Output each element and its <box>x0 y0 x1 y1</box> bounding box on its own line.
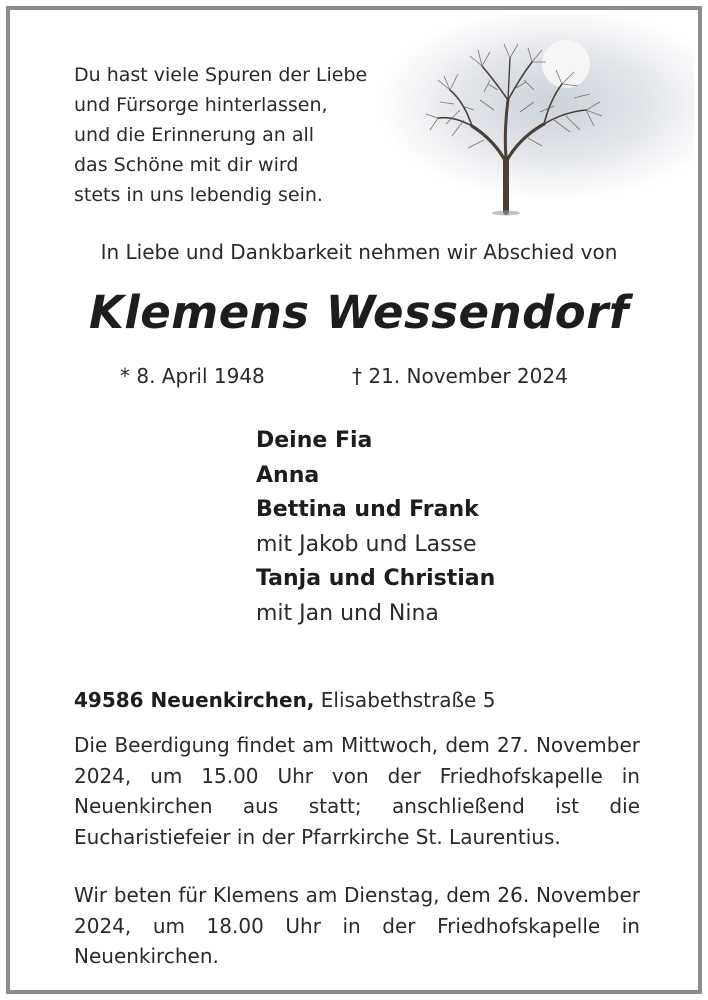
poem <box>74 60 367 210</box>
poem-line: das Schöne mit dir wird <box>74 154 299 176</box>
winter-tree-icon <box>424 40 624 220</box>
family-member: Deine Fia <box>256 428 373 453</box>
intro-text: In Liebe und Dankbarkeit nehmen wir Abschied von <box>100 240 618 264</box>
address-street: Elisabethstraße 5 <box>320 688 496 712</box>
poem-line: stets in uns lebendig sein. <box>74 184 323 206</box>
family-member: mit Jan und Nina <box>256 600 439 626</box>
poem-line: und die Erinnerung an all <box>74 124 315 146</box>
deceased-name: Klemens Wessendorf <box>88 286 629 339</box>
family-member: mit Jakob und Lasse <box>256 531 477 557</box>
birth-date: * 8. April 1948 <box>120 364 265 388</box>
funeral-notice: Die Beerdigung findet am Mittwoch, dem 27. November 2024, um 15.00 Uhr von der Friedhofskapelle in Neuenkirchen aus statt; anschließend ist die Eucharistiefeier in der Pfarrkirche St. Laurentius. <box>74 733 640 849</box>
family-list <box>256 424 495 631</box>
family-member: Anna <box>256 462 320 488</box>
death-date: † 21. November 2024 <box>352 364 568 388</box>
family-member: Bettina und Frank <box>256 497 479 522</box>
prayer-notice: Wir beten für Klemens am Dienstag, dem 26. November 2024, um 18.00 Uhr in der Friedhofskapelle in Neuenkirchen. <box>74 883 640 968</box>
family-member: Tanja und Christian <box>256 566 496 591</box>
poem-line: und Fürsorge hinterlassen, <box>74 94 328 116</box>
address <box>74 688 495 712</box>
address-city: 49586 Neuenkirchen, <box>74 688 315 712</box>
poem-line: Du hast viele Spuren der Liebe <box>74 64 368 86</box>
